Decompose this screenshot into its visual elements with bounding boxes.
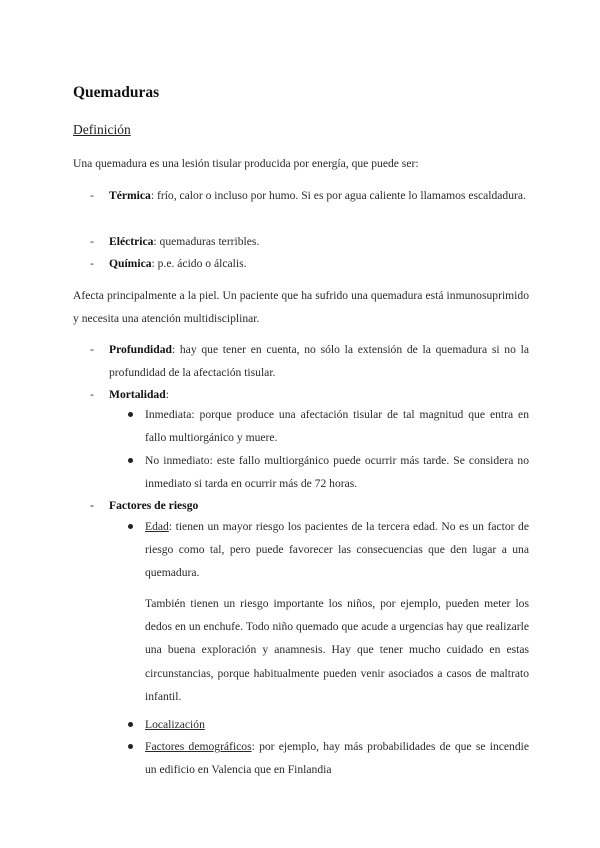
- list-item-text: : por ejemplo, hay más probabilidades de que se incendie un edificio en Valencia que en Finlandia: [145, 740, 529, 777]
- list-item-text: : p.e. ácido o álcalis.: [151, 257, 247, 270]
- list-item-text: : tienen un mayor riesgo los pacientes de la tercera edad. No es un factor de riesgo como tal, pero puede favorecer las consecuencias que den lugar a una quemadura.: [145, 520, 529, 580]
- list-dash: -: [90, 257, 94, 270]
- risk-location: [145, 713, 529, 736]
- list-item-depth: [109, 338, 529, 384]
- children-paragraph: También tienen un riesgo importante los niños, por ejemplo, pueden meter los dedos en un enchufe. Todo niño quemado que acude a urgencias hay que realizarle una buena exploración y anamnesis. Hay que tener mucho cuidado en estas circunstancias, porque habitualmente pueden venir asociados a casos de maltrato infantil.: [145, 597, 529, 703]
- risk-age: [145, 515, 529, 585]
- section-heading-definition: Definición: [73, 122, 131, 137]
- list-item-electric: [109, 230, 529, 253]
- bullet-icon: [128, 524, 133, 529]
- risk-demographic: [145, 735, 529, 781]
- bullet-icon: [128, 744, 133, 749]
- bullet-icon: [128, 722, 133, 727]
- list-dash: -: [90, 235, 94, 248]
- list-dash: -: [90, 499, 94, 512]
- list-item-text: : quemaduras terribles.: [153, 235, 260, 248]
- list-dash: -: [90, 343, 94, 356]
- list-item-label: Factores de riesgo: [109, 499, 199, 512]
- list-item-thermal: [109, 184, 529, 207]
- list-dash: -: [90, 388, 94, 401]
- mortality-immediate: Inmediata: porque produce una afectación tisular de tal magnitud que entra en fallo multiorgánico y muere.: [145, 408, 529, 445]
- list-item-chemical: [109, 252, 529, 275]
- list-item-text: :: [165, 388, 169, 401]
- list-item-label: Térmica: [109, 189, 151, 202]
- list-item-label: Localización: [145, 718, 205, 731]
- bullet-icon: [128, 412, 133, 417]
- list-item-text: : hay que tener en cuenta, no sólo la extensión de la quemadura si no la profundidad de la afectación tisular.: [109, 343, 529, 380]
- page-title: Quemaduras: [73, 84, 160, 101]
- list-dash: -: [90, 189, 94, 202]
- list-item-text: : frío, calor o incluso por humo. Si es por agua caliente lo llamamos escaldadura.: [150, 189, 526, 202]
- list-item-label: Eléctrica: [109, 235, 154, 248]
- effect-paragraph: Afecta principalmente a la piel. Un paciente que ha sufrido una quemadura está inmunosuprimido y necesita una atención multidisciplinar.: [73, 289, 529, 326]
- list-item-label: Química: [109, 257, 152, 270]
- intro-paragraph: Una quemadura es una lesión tisular producida por energía, que puede ser:: [73, 157, 419, 170]
- list-item-label: Factores demográficos: [145, 740, 252, 753]
- mortality-non-immediate: No inmediato: este fallo multiorgánico puede ocurrir más tarde. Se considera no inmediato si tarda en ocurrir más de 72 horas.: [145, 454, 529, 491]
- list-item-label: Profundidad: [109, 343, 172, 356]
- bullet-icon: [128, 458, 133, 463]
- list-item-label: Edad: [145, 520, 169, 533]
- list-item-risk-factors: [109, 494, 529, 517]
- list-item-label: Mortalidad: [109, 388, 166, 401]
